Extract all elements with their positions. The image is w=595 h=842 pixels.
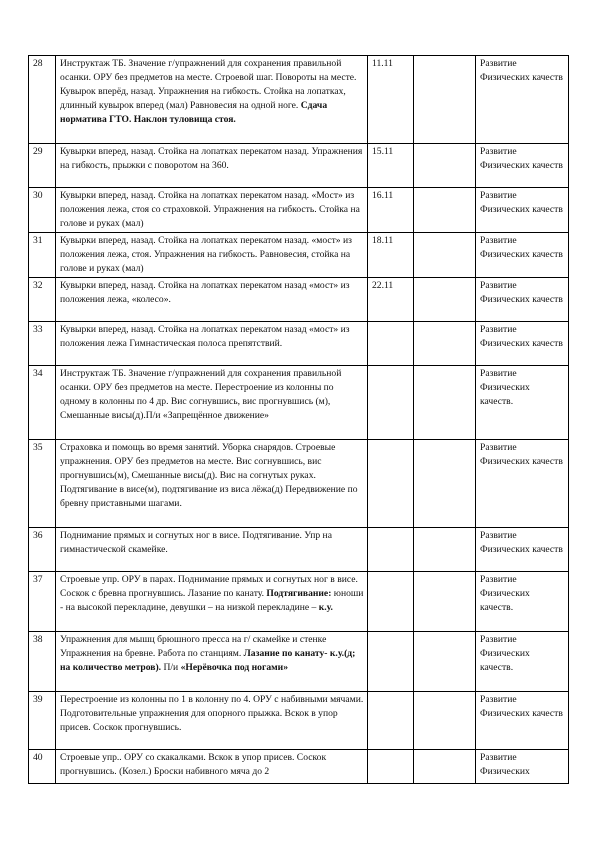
topic-text: к.у. [318, 602, 333, 613]
actual-date-cell [414, 233, 476, 278]
topic-text: Строевые упр.. ОРУ со скакалками. Вскок в упор присев. Соскок прогнувшись. (Козел.) Броски набивного мяча до 2 [60, 752, 327, 777]
lesson-number: 32 [29, 278, 56, 322]
lesson-note: Развитие Физических качеств [476, 692, 569, 750]
table-row [29, 144, 569, 188]
actual-date-cell [414, 366, 476, 440]
lesson-note: Развитие Физических качеств [476, 440, 569, 528]
actual-date-cell [414, 322, 476, 366]
lesson-note: Развитие Физических качеств. [476, 572, 569, 632]
lesson-date [368, 322, 414, 366]
table-row [29, 692, 569, 750]
lesson-topic [56, 233, 368, 278]
lesson-topic [56, 278, 368, 322]
topic-text: Инструктаж ТБ. Значение г/упражнений для сохранения правильной осанки. ОРУ без предметов на месте. Строевой шаг. Повороты на месте. Кувырок вперёд, назад. Упражнения на гибкость. Стойка на лопатках, длинный кувырок вперед (мал) Равновесия на одной ноге. [60, 58, 357, 111]
actual-date-cell [414, 440, 476, 528]
lesson-note: Развитие Физических качеств. [476, 366, 569, 440]
topic-text: Лазание по канату- к.у.(д; на количество метров). [60, 648, 356, 673]
lesson-number: 40 [29, 750, 56, 784]
actual-date-cell [414, 632, 476, 692]
lesson-topic [56, 750, 368, 784]
lesson-number: 37 [29, 572, 56, 632]
topic-text: Перестроение из колонны по 1 в колонну по 4. ОРУ с набивными мячами. Подготовительные упражнения для опорного прыжка. Вскок в упор присев. Соскок прогнувшись. [60, 694, 364, 733]
lesson-number: 28 [29, 56, 56, 144]
topic-text: «Нерёвочка под ногами» [180, 662, 288, 673]
lesson-note: Развитие Физических качеств [476, 56, 569, 144]
lesson-date: 16.11 [368, 188, 414, 233]
table-row [29, 440, 569, 528]
lesson-topic [56, 56, 368, 144]
lesson-number: 34 [29, 366, 56, 440]
lesson-topic [56, 144, 368, 188]
lesson-topic [56, 528, 368, 572]
lesson-topic [56, 692, 368, 750]
lesson-date: 18.11 [368, 233, 414, 278]
table-row [29, 528, 569, 572]
table-row [29, 188, 569, 233]
topic-text: юноши - на высокой перекладине, девушки – на низкой перекладине – [60, 588, 364, 613]
actual-date-cell [414, 188, 476, 233]
topic-text: Сдача норматива ГТО. Наклон туловища стоя. [60, 100, 328, 125]
lesson-date [368, 572, 414, 632]
topic-text: Строевые упр. ОРУ в парах. Поднимание прямых и согнутых ног в висе. Соскок с бревна прогнувшись. Лазание по канату. [60, 574, 358, 599]
topic-text: Поднимание прямых и согнутых ног в висе. Подтягивание. Упр на гимнастической скамейке. [60, 530, 332, 555]
lesson-date [368, 750, 414, 784]
topic-text: Кувырки вперед, назад. Стойка на лопатках перекатом назад «мост» из положения лежа, «колесо». [60, 280, 350, 305]
lesson-number: 38 [29, 632, 56, 692]
lesson-note: Развитие Физических качеств. [476, 632, 569, 692]
actual-date-cell [414, 56, 476, 144]
lesson-number: 36 [29, 528, 56, 572]
topic-text: Кувырки вперед, назад. Стойка на лопатках перекатом назад. Упражнения на гибкость, прыжки с поворотом на 360. [60, 146, 363, 171]
lesson-topic [56, 440, 368, 528]
lesson-note: Развитие Физических качеств [476, 528, 569, 572]
lesson-topic [56, 366, 368, 440]
lesson-note: Развитие Физических качеств [476, 233, 569, 278]
table-row [29, 278, 569, 322]
lesson-date: 22.11 [368, 278, 414, 322]
topic-text: П/и [161, 662, 181, 673]
lesson-number: 30 [29, 188, 56, 233]
lesson-topic [56, 322, 368, 366]
lesson-note: Развитие Физических качеств [476, 188, 569, 233]
topic-text: Страховка и помощь во время занятий. Уборка снарядов. Строевые упражнения. ОРУ без предметов на месте. Вис согнувшись, вис прогнувшись(м), Смешанные висы(д). Вис на согнутых руках. Подтягивание в висе(м), подтягивание из виса лёжа(д) Передвижение по бревну приставными шагами. [60, 442, 358, 509]
topic-text: Подтягивание: [266, 588, 332, 599]
lesson-number: 31 [29, 233, 56, 278]
lesson-note: Развитие Физических качеств [476, 322, 569, 366]
topic-text: Кувырки вперед, назад. Стойка на лопатках перекатом назад. «Мост» из положения лежа, стоя со страховкой. Упражнения на гибкость. Стойка на голове и руках (мал) [60, 190, 360, 229]
actual-date-cell [414, 692, 476, 750]
topic-text: Инструктаж ТБ. Значение г/упражнений для сохранения правильной осанки. ОРУ без предметов на месте. Перестроение из колонны по одному в колонны по 4 др. Вис согнувшись, вис прогнувшись (м), Смешанные висы(д).П/и «Запрещённое движение» [60, 368, 342, 421]
lesson-number: 33 [29, 322, 56, 366]
lesson-number: 29 [29, 144, 56, 188]
lesson-note: Развитие Физических качеств [476, 278, 569, 322]
topic-text: Упражнения для мышц брюшного пресса на г/ скамейке и стенке Упражнения на бревне. Работа по станциям. [60, 634, 327, 659]
table-row [29, 632, 569, 692]
table-row [29, 572, 569, 632]
lesson-date [368, 528, 414, 572]
actual-date-cell [414, 528, 476, 572]
topic-text: Кувырки вперед, назад. Стойка на лопатках перекатом назад «мост» из положения лежа Гимнастическая полоса препятствий. [60, 324, 350, 349]
lesson-note: Развитие Физических [476, 750, 569, 784]
table-row [29, 750, 569, 784]
actual-date-cell [414, 144, 476, 188]
lesson-date [368, 692, 414, 750]
actual-date-cell [414, 572, 476, 632]
actual-date-cell [414, 278, 476, 322]
table-row [29, 322, 569, 366]
lesson-date [368, 440, 414, 528]
lesson-plan-table [28, 55, 569, 784]
actual-date-cell [414, 750, 476, 784]
topic-text: Кувырки вперед, назад. Стойка на лопатках перекатом назад. «мост» из положения лежа, стоя. Упражнения на гибкость. Равновесия, стойка на голове и руках (мал) [60, 235, 352, 274]
lesson-note: Развитие Физических качеств [476, 144, 569, 188]
lesson-rows [29, 56, 569, 784]
lesson-topic [56, 188, 368, 233]
lesson-date [368, 366, 414, 440]
lesson-date [368, 632, 414, 692]
table-row [29, 233, 569, 278]
lesson-topic [56, 632, 368, 692]
lesson-date: 11.11 [368, 56, 414, 144]
lesson-number: 35 [29, 440, 56, 528]
lesson-number: 39 [29, 692, 56, 750]
table-row [29, 56, 569, 144]
lesson-topic [56, 572, 368, 632]
table-row [29, 366, 569, 440]
lesson-date: 15.11 [368, 144, 414, 188]
